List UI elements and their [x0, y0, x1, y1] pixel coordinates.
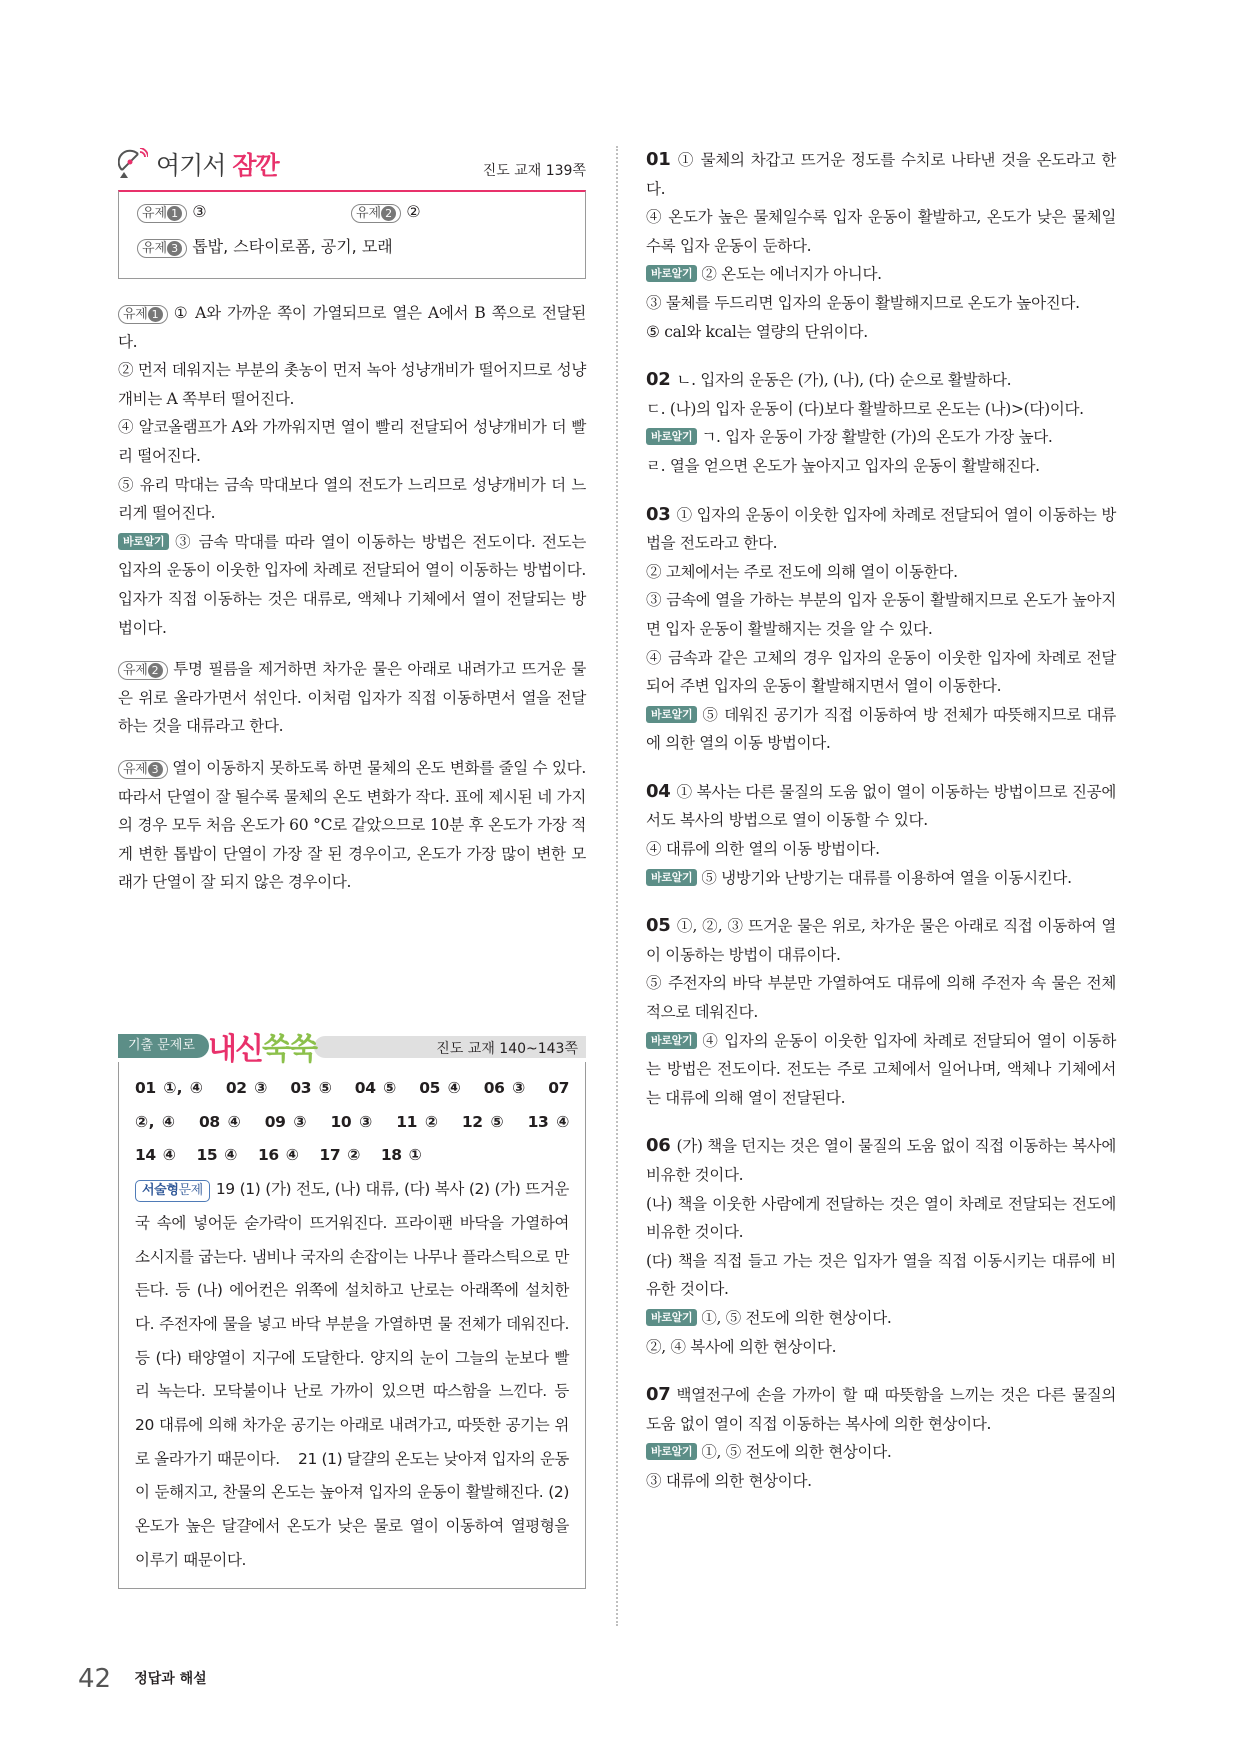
yeogiseo-answer-3: 유제 3 톱밥, 스타이로폼, 공기, 모래 [137, 234, 393, 258]
naesin-section [118, 1028, 590, 1589]
yeogiseo-header [118, 146, 586, 186]
column-divider [616, 146, 618, 1626]
naesin-answer-list: 01 ①, ④ 02 ③ 03 ⑤ 04 ⑤ 05 ④ 06 ③ 07 ②, ④ 08 ④ 09 ③ 10 ③ 11 ② 12 ⑤ 13 ④ 14 ④ 15 ④ 16 ④ 17 ② 18 ① [135, 1079, 590, 1165]
yuje2-explanation: 유제 2 투명 필름을 제거하면 차가운 물은 아래로 내려가고 뜨거운 물은 위로 올라가면서 섞인다. 이처럼 입자가 직접 이동하면서 열을 전달하는 것을 대류라고 한다. [118, 660, 586, 736]
yuje-tag: 유제 3 [118, 760, 168, 779]
page-number: 42 [78, 1664, 112, 1694]
answer-05: 05 ①, ②, ③ 뜨거운 물은 위로, 차가운 물은 아래로 직접 이동하여 열이 이동하는 방법이 대류이다. ⑤ 주전자의 바닥 부분만 가열하여도 대류에 의해 주전자 속 물은 전체적으로 데워진다. 바로알기 ④ 입자의 운동이 이웃한 입자에 차례로 전달되어 열이 이동하는 방법은 전도이다. 전도는 주로 고체에서 일어나며, 액체나 기체에서는 대류에 의해 열이 전달된다. [646, 915, 1116, 1107]
baroalgi-badge: 바로알기 [646, 1309, 697, 1326]
baroalgi-badge: 바로알기 [646, 265, 697, 282]
baroalgi-badge: 바로알기 [646, 1443, 697, 1460]
yuje-tag: 유제 2 [351, 204, 401, 223]
naesin-answer-box [118, 1062, 590, 1589]
answer-07: 07 백열전구에 손을 가까이 할 때 따뜻함을 느끼는 것은 다른 물질의 도움 없이 열이 직접 이동하는 복사에 의한 현상이다. 바로알기 ①, ⑤ 전도에 의한 현상이다. ③ 대류에 의한 현상이다. [646, 1384, 1116, 1490]
naesin-badge: 기출 문제로 [118, 1034, 209, 1058]
left-column [118, 146, 586, 897]
satellite-dish-icon [118, 148, 148, 180]
yuje-tag: 유제 2 [118, 661, 168, 680]
naesin-title: 내신쑥쑥 [208, 1032, 316, 1067]
baroalgi-badge: 바로알기 [646, 428, 697, 445]
answer-06: 06 (가) 책을 던지는 것은 열이 물질의 도움 없이 직접 이동하는 복사에 비유한 것이다. (나) 책을 이웃한 사람에게 전달하는 것은 열이 차례로 전달되는 전도에 비유한 것이다. (다) 책을 직접 들고 가는 것은 입자가 열을 직접 이동시키는 대류에 비유한 것이다. 바로알기 ①, ⑤ 전도에 의한 현상이다. ②, ④ 복사에 의한 현상이다. [646, 1135, 1116, 1356]
baroalgi-badge: 바로알기 [118, 533, 169, 550]
baroalgi-badge: 바로알기 [646, 1032, 697, 1049]
yeogiseo-answer-box [118, 190, 586, 279]
baroalgi-badge: 바로알기 [646, 706, 697, 723]
naesin-essay: 서술형문제 19 (1) (가) 전도, (나) 대류, (다) 복사 (2) (가) 뜨거운 국 속에 넣어둔 숟가락이 뜨거워진다. 프라이팬 바닥을 가열하여 소시지를 굽는다. 냄비나 국자의 손잡이는 나무나 플라스틱으로 만든다. 등 (나) 에어컨은 위쪽에 설치하고 난로는 아래쪽에 설치한다. 주전자에 물을 넣고 바닥 부분을 가열하면 물 전체가 데워진다. 등 (다) 태양열이 지구에 도달한다. 양지의 눈이 그늘의 눈보다 빨리 녹는다. 모닥불이나 난로 가까이 있으면 따스함을 느낀다. 등 20 대류에 의해 차가운 공기는 아래로 내려가고, 따뜻한 공기는 위로 올라가기 때문이다. 21 (1) 달걀의 온도는 낮아져 입자의 운동이 둔해지고, 찬물의 온도는 높아져 입자의 운동이 활발해진다. (2) 온도가 높은 달걀에서 온도가 낮은 물로 열이 이동하여 열평형을 이루기 때문이다. [135, 1180, 588, 1569]
page-footer [78, 1664, 207, 1694]
seosul-tag: 서술형문제 [135, 1180, 210, 1202]
naesin-ref: 진도 교재 140~143쪽 [436, 1041, 578, 1057]
naesin-header [118, 1028, 586, 1067]
yeogiseo-answer-1: 유제 1 ③ [137, 202, 207, 223]
yeogiseo-answer-2: 유제 2 ② [351, 202, 421, 223]
yuje-tag: 유제 3 [137, 239, 187, 258]
yuje-tag: 유제 1 [137, 204, 187, 223]
footer-label: 정답과 해설 [134, 1671, 207, 1687]
yuje1-explanation: 유제 1 ① A와 가까운 쪽이 가열되므로 열은 A에서 B 쪽으로 전달된다. ② 먼저 데워지는 부분의 촛농이 먼저 녹아 성냥개비가 떨어지므로 성냥개비는 A 쪽부터 떨어진다. ④ 알코올램프가 A와 가까워지면 열이 빨리 전달되어 성냥개비가 더 빨리 떨어진다. ⑤ 유리 막대는 금속 막대보다 열의 전도가 느리므로 성냥개비가 더 느리게 떨어진다. 바로알기 ③ 금속 막대를 따라 열이 이동하는 방법은 전도이다. 전도는 입자의 운동이 이웃한 입자에 차례로 전달되어 열이 이동하는 방법이다. 입자가 직접 이동하는 것은 대류로, 액체나 기체에서 열이 전달되는 방법이다. [118, 304, 586, 637]
baroalgi-badge: 바로알기 [646, 869, 697, 886]
answer-03: 03 ① 입자의 운동이 이웃한 입자에 차례로 전달되어 열이 이동하는 방법을 전도라고 한다. ② 고체에서는 주로 전도에 의해 열이 이동한다. ③ 금속에 열을 가하는 부분의 입자 운동이 활발해지므로 온도가 높아지면 입자 운동이 활발해지는 것을 알 수 있다. ④ 금속과 같은 고체의 경우 입자의 운동이 이웃한 입자에 차례로 전달되어 주변 입자의 운동이 활발해지면서 열이 이동한다. 바로알기 ⑤ 데워진 공기가 직접 이동하여 방 전체가 따뜻해지므로 대류에 의한 열의 이동 방법이다. [646, 503, 1116, 753]
yuje3-explanation: 유제 3 열이 이동하지 못하도록 하면 물체의 온도 변화를 줄일 수 있다. 따라서 단열이 잘 될수록 물체의 온도 변화가 작다. 표에 제시된 네 가지의 경우 모두 처음 온도가 60 °C로 같았으므로 10분 후 온도가 가장 적게 변한 톱밥이 단열이 가장 잘 된 경우이고, 온도가 가장 많이 변한 모래가 단열이 잘 되지 않은 경우이다. [118, 758, 586, 892]
answer-04: 04 ① 복사는 다른 물질의 도움 없이 열이 이동하는 방법이므로 진공에서도 복사의 방법으로 열이 이동할 수 있다. ④ 대류에 의한 열의 이동 방법이다. 바로알기 ⑤ 냉방기와 난방기는 대류를 이용하여 열을 이동시킨다. [646, 780, 1116, 887]
answer-01: 01 ① 물체의 차갑고 뜨거운 정도를 수치로 나타낸 것을 온도라고 한다. ④ 온도가 높은 물체일수록 입자 운동이 활발하고, 온도가 낮은 물체일수록 입자 운동이 둔하다. 바로알기 ② 온도는 에너지가 아니다. ③ 물체를 두드리면 입자의 운동이 활발해지므로 온도가 높아진다. ⑤ cal와 kcal는 열량의 단위이다. [646, 149, 1116, 341]
right-column [646, 146, 1116, 1496]
answer-02: 02 ㄴ. 입자의 운동은 (가), (나), (다) 순으로 활발하다. ㄷ. (나)의 입자 운동이 (다)보다 활발하므로 온도는 (나)>(다)이다. 바로알기 ㄱ. 입자 운동이 가장 활발한 (가)의 온도가 가장 높다. ㄹ. 열을 얻으면 온도가 높아지고 입자의 운동이 활발해진다. [646, 369, 1084, 475]
yeogiseo-ref: 진도 교재 139쪽 [482, 163, 586, 179]
yeogiseo-title: 여기서 잠깐 [156, 151, 279, 180]
yuje-tag: 유제 1 [118, 305, 168, 324]
